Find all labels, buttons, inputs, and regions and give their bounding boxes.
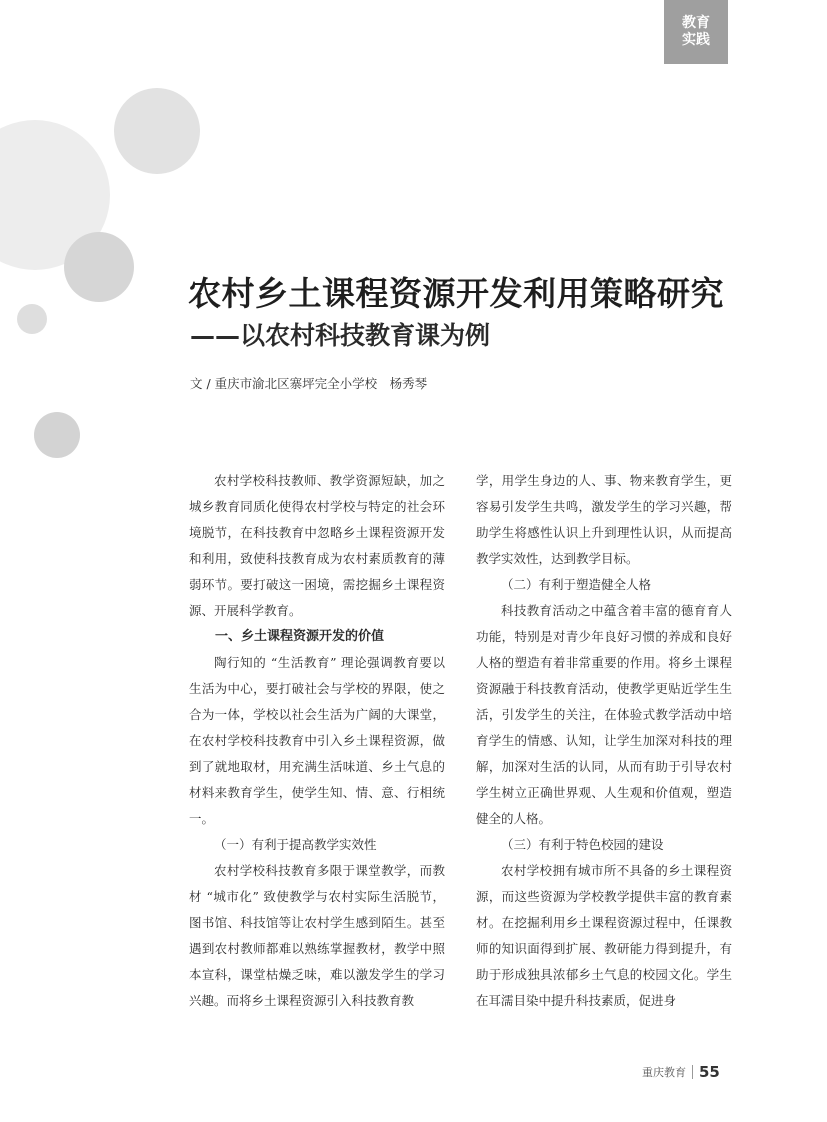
decor-circle-small	[17, 304, 47, 334]
section-tag-line-2: 实践	[682, 32, 710, 48]
page-footer	[642, 1063, 720, 1081]
decor-circle-top	[114, 88, 200, 174]
subsection-heading: （一）有利于提高教学实效性	[214, 837, 377, 852]
section-heading: 一、乡土课程资源开发的价值	[215, 629, 385, 644]
section-tag-line-1: 教育	[682, 15, 710, 31]
paragraph: 学，用学生身边的人、事、物来教育学生，更容易引发学生共鸣，激发学生的学习兴趣，帮助学生将感性认识上升到理性认识，从而提高教学实效性，达到教学目标。	[476, 473, 732, 566]
paragraph: 农村学校科技教育多限于课堂教学，而教材 “城市化” 致使教学与农村实际生活脱节，图书馆、科技馆等让农村学生感到陌生。甚至遇到农村教师都难以熟练掌握教材，教学中照本宣科，课堂枯燥乏味，难以激发学生的学习兴趣。而将乡土课程资源引入科技教育教	[189, 863, 445, 1008]
subsection-heading: （二）有利于塑造健全人格	[501, 577, 652, 592]
publication-name: 重庆教育	[642, 1066, 686, 1079]
paragraph: 科技教育活动之中蕴含着丰富的德育育人功能，特别是对青少年良好习惯的养成和良好人格的塑造有着非常重要的作用。将乡土课程资源融于科技教育活动，使教学更贴近学生生活，引发学生的关注，在体验式教学活动中培育学生的情感、认知，让学生加深对科技的理解，加深对生活的认同，从而有助于引导农村学生树立正确世界观、人生观和价值观，塑造健全的人格。	[476, 603, 732, 826]
paragraph: 农村学校拥有城市所不具备的乡土课程资源，而这些资源为学校教学提供丰富的教育素材。在挖掘利用乡土课程资源过程中，任课教师的知识面得到扩展、教研能力得到提升，有助于形成独具浓郁乡土气息的校园文化。学生在耳濡目染中提升科技素质，促进身	[476, 863, 732, 1008]
left-column	[189, 468, 445, 1014]
paragraph: 农村学校科技教师、教学资源短缺，加之城乡教育同质化使得农村学校与特定的社会环境脱节，在科技教育中忽略乡土课程资源开发和利用，致使科技教育成为农村素质教育的薄弱环节。要打破这一困境，需挖掘乡土课程资源、开展科学教育。	[189, 473, 445, 618]
section-tag	[664, 0, 728, 64]
paragraph: 陶行知的 “生活教育” 理论强调教育要以生活为中心，要打破社会与学校的界限，使之合为一体，学校以社会生活为广阔的大课堂，在农村学校科技教育中引入乡土课程资源，做到了就地取材，用充满生活味道、乡土气息的材料来教育学生，使学生知、情、意、行相统一。	[189, 655, 445, 826]
footer-divider	[692, 1065, 693, 1079]
subsection-heading: （三）有利于特色校园的建设	[501, 837, 664, 852]
article-title: 农村乡土课程资源开发利用策略研究	[188, 274, 724, 313]
page-number: 55	[699, 1063, 720, 1081]
decor-circle-bottom	[34, 412, 80, 458]
article-byline: 文 / 重庆市渝北区寨坪完全小学校 杨秀琴	[190, 376, 428, 391]
article-subtitle: ——以农村科技教育课为例	[190, 321, 491, 350]
right-column	[476, 468, 732, 1014]
decor-circle-mid	[64, 232, 134, 302]
